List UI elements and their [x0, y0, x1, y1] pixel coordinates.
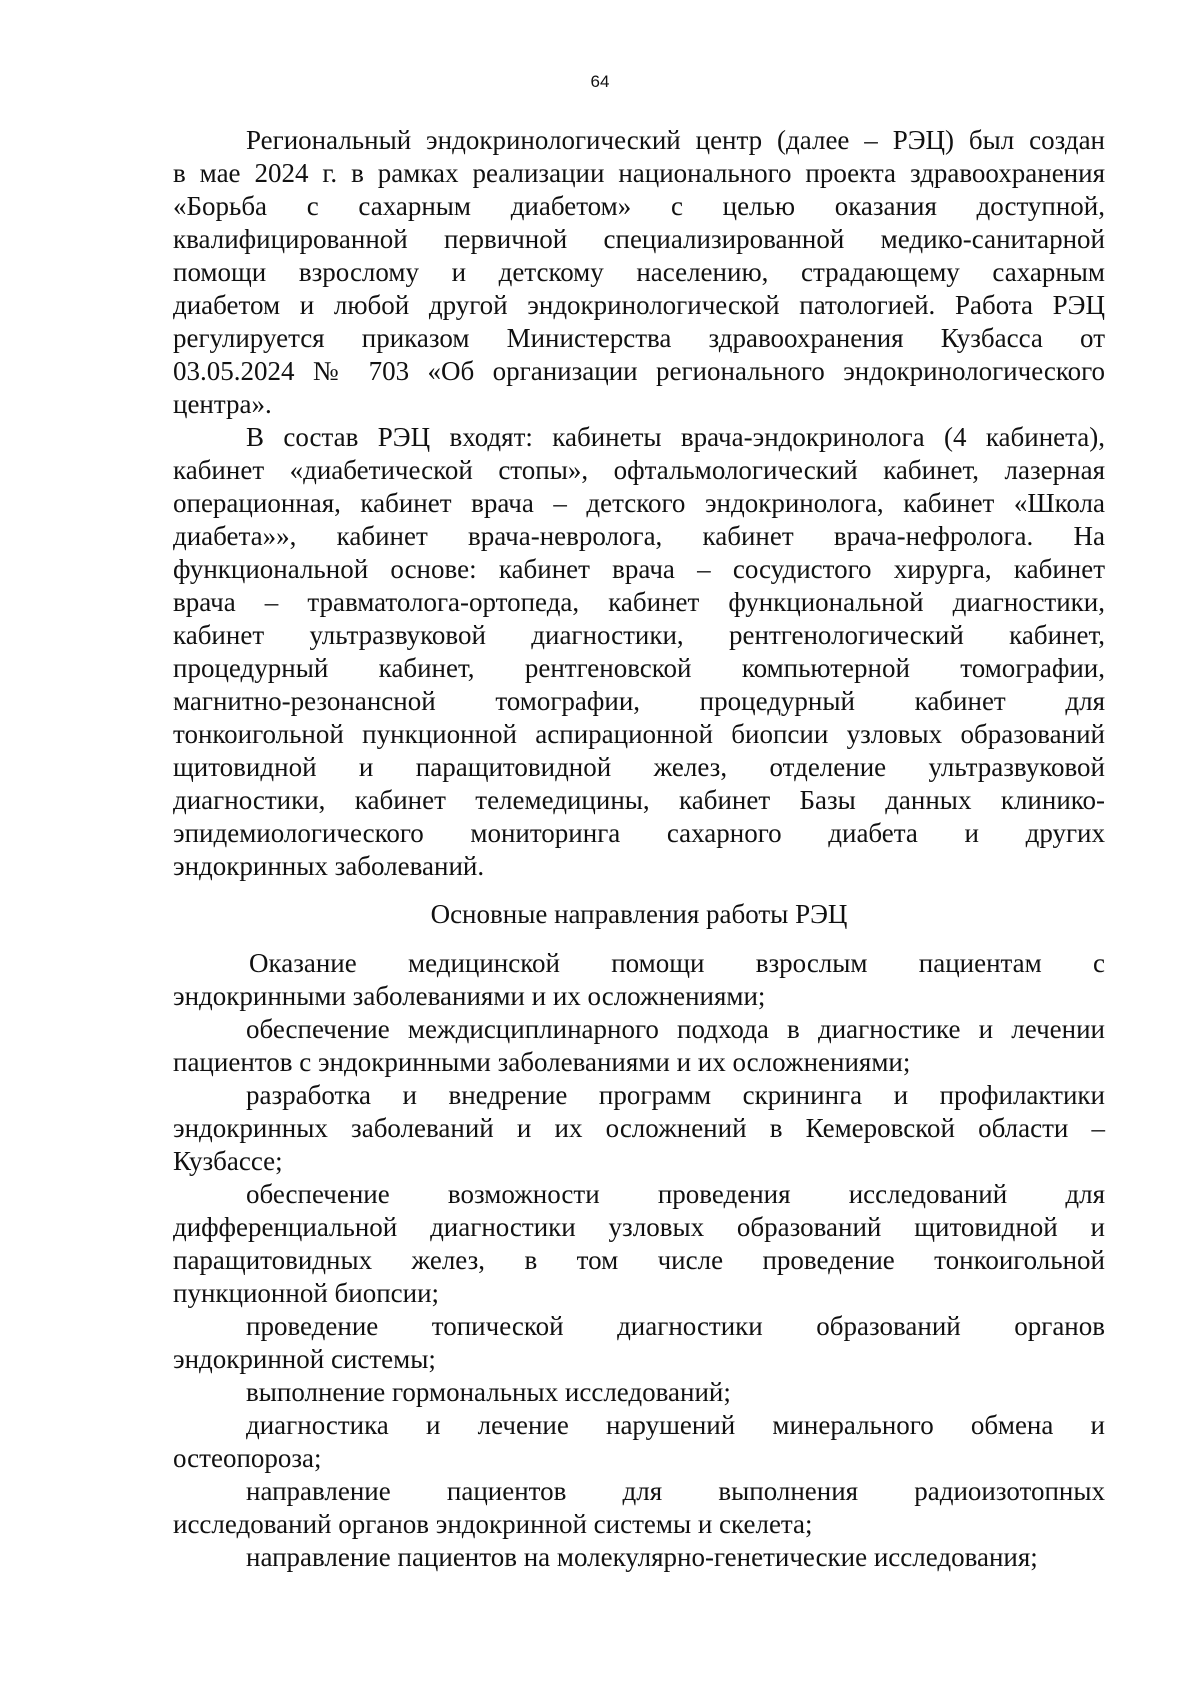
text-line: регулируется приказом Министерства здравоохранения Кузбасса от [173, 323, 1105, 353]
text-line: Оказание медицинской помощи взрослым пациентам с [249, 948, 1105, 978]
paragraph [173, 421, 1105, 883]
text-line: паращитовидных желез, в том числе проведение тонкоигольной [173, 1245, 1105, 1275]
text-line: щитовидной и паращитовидной желез, отделение ультразвуковой [173, 752, 1105, 782]
paragraph [173, 1409, 1105, 1475]
text-line: выполнение гормональных исследований; [246, 1377, 731, 1407]
text-line: разработка и внедрение программ скрининга и профилактики [246, 1080, 1105, 1110]
paragraph [173, 1079, 1105, 1178]
text-line: операционная, кабинет врача – детского эндокринолога, кабинет «Школа [173, 488, 1105, 518]
text-line: диабетом и любой другой эндокринологической патологией. Работа РЭЦ [173, 290, 1105, 320]
text-line: дифференциальной диагностики узловых образований щитовидной и [173, 1212, 1105, 1242]
text-line: помощи взрослому и детскому населению, страдающему сахарным [173, 257, 1105, 287]
text-line: «Борьба с сахарным диабетом» с целью оказания доступной, [173, 191, 1105, 221]
paragraph [173, 1013, 1105, 1079]
text-line: кабинет «диабетической стопы», офтальмологический кабинет, лазерная [173, 455, 1105, 485]
text-line: 03.05.2024 № 703 «Об организации регионального эндокринологического [173, 356, 1105, 386]
paragraph [173, 1541, 1105, 1574]
paragraph [173, 1475, 1105, 1541]
text-line: в мае 2024 г. в рамках реализации национального проекта здравоохранения [173, 158, 1105, 188]
text-line: тонкоигольной пункционной аспирационной биопсии узловых образований [173, 719, 1105, 749]
paragraph [173, 947, 1105, 1013]
text-line: эндокринных заболеваний. [173, 851, 485, 881]
text-line: В состав РЭЦ входят: кабинеты врача-эндокринолога (4 кабинета), [246, 422, 1105, 452]
text-line: диагностика и лечение нарушений минерального обмена и [246, 1410, 1105, 1440]
section-heading: Основные направления работы РЭЦ [430, 899, 848, 929]
text-line: эндокринными заболеваниями и их осложнениями; [173, 981, 766, 1011]
text-line: Региональный эндокринологический центр (далее – РЭЦ) был создан [246, 125, 1105, 155]
text-line: пациентов с эндокринными заболеваниями и их осложнениями; [173, 1047, 911, 1077]
text-line: Кузбассе; [173, 1146, 283, 1176]
text-line: эпидемиологического мониторинга сахарного диабета и других [173, 818, 1105, 848]
paragraph [173, 1310, 1105, 1376]
intro-paragraphs [173, 124, 1105, 883]
text-line: кабинет ультразвуковой диагностики, рентгенологический кабинет, [173, 620, 1105, 650]
text-line: обеспечение междисциплинарного подхода в диагностике и лечении [246, 1014, 1105, 1044]
text-line: направление пациентов для выполнения радиоизотопных [246, 1476, 1105, 1506]
text-line: центра». [173, 389, 272, 419]
text-line: направление пациентов на молекулярно-генетические исследования; [246, 1542, 1038, 1572]
paragraph [173, 1376, 1105, 1409]
text-line: процедурный кабинет, рентгеновской компьютерной томографии, [173, 653, 1105, 683]
paragraph [173, 124, 1105, 421]
text-line: пункционной биопсии; [173, 1278, 440, 1308]
text-line: остеопороза; [173, 1443, 322, 1473]
text-line: магнитно-резонансной томографии, процедурный кабинет для [173, 686, 1105, 716]
text-line: квалифицированной первичной специализированной медико-санитарной [173, 224, 1105, 254]
directions-list [173, 947, 1105, 1574]
text-line: диагностики, кабинет телемедицины, кабинет Базы данных клинико- [173, 785, 1105, 815]
document-body [173, 124, 1105, 1574]
paragraph [173, 1178, 1105, 1310]
text-line: функциональной основе: кабинет врача – сосудистого хирурга, кабинет [173, 554, 1105, 584]
page-number: 64 [590, 72, 610, 91]
text-line: проведение топической диагностики образований органов [246, 1311, 1105, 1341]
text-line: эндокринных заболеваний и их осложнений в Кемеровской области – [173, 1113, 1105, 1143]
text-line: исследований органов эндокринной системы и скелета; [173, 1509, 813, 1539]
text-line: обеспечение возможности проведения исследований для [246, 1179, 1105, 1209]
text-line: эндокринной системы; [173, 1344, 436, 1374]
text-line: врача – травматолога-ортопеда, кабинет функциональной диагностики, [173, 587, 1105, 617]
text-line: диабета»», кабинет врача-невролога, кабинет врача-нефролога. На [173, 521, 1105, 551]
